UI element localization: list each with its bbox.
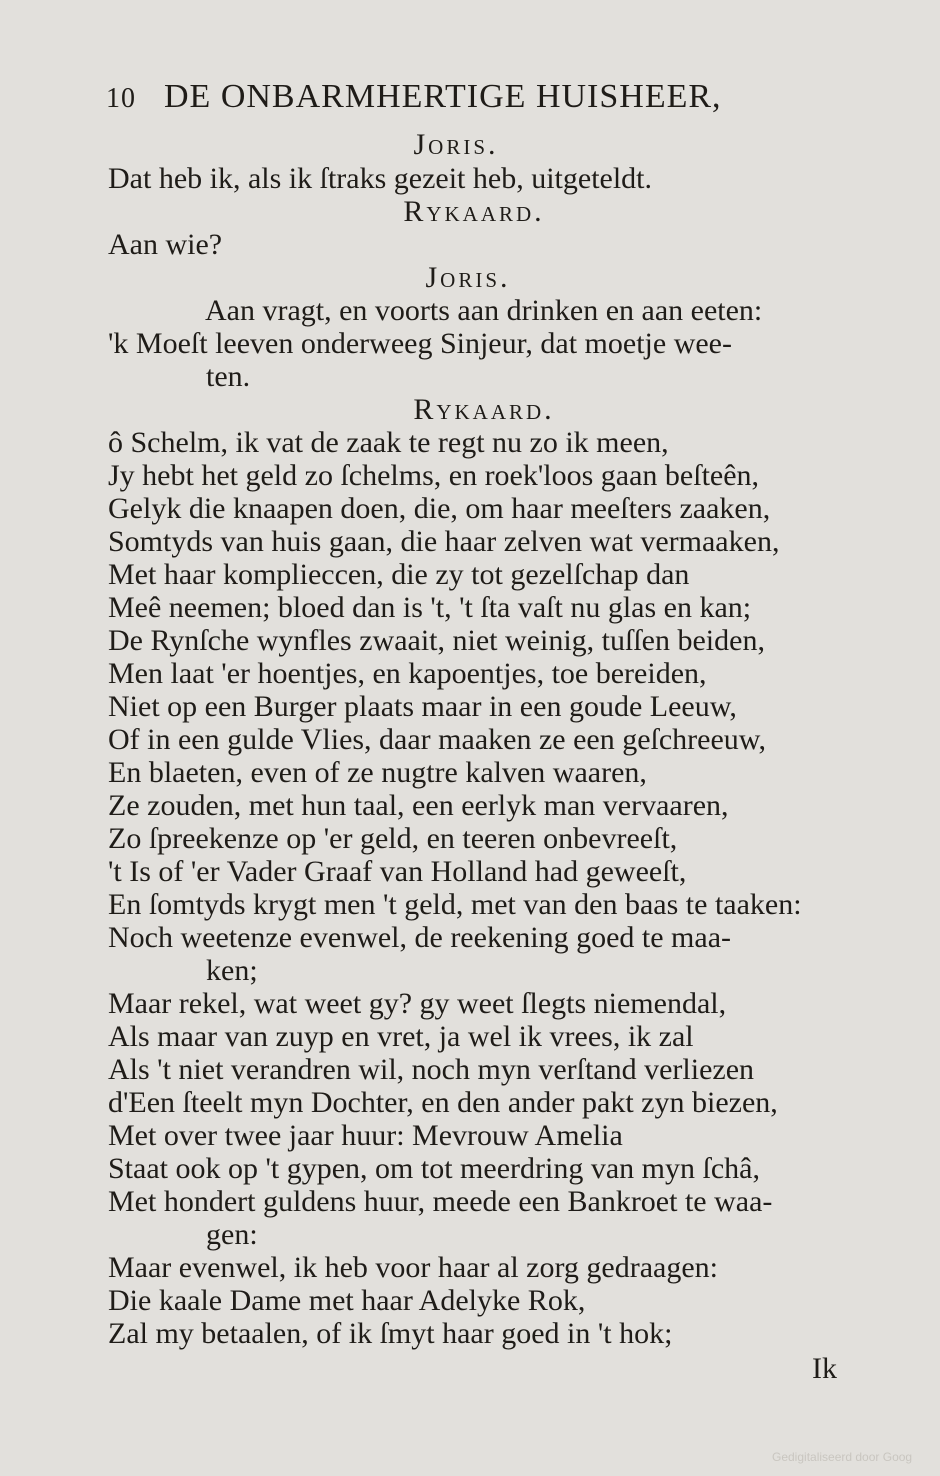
verse-line: Maar rekel, wat weet gy? gy weet ſlegts niemendal, bbox=[108, 987, 727, 1020]
page-number: 10 bbox=[106, 83, 136, 114]
verse-line: Als 't niet verandren wil, noch myn verſtand verliezen bbox=[108, 1053, 755, 1086]
verse-line: En ſomtyds krygt men 't geld, met van den baas te taaken: bbox=[108, 888, 802, 921]
speaker-heading: Rykaard. bbox=[403, 195, 545, 228]
verse-line: Gelyk die knaapen doen, die, om haar meeſters zaaken, bbox=[108, 492, 771, 525]
verse-line: Jy hebt het geld zo ſchelms, en roek'loos gaan beſteên, bbox=[108, 459, 760, 492]
verse-line: Somtyds van huis gaan, die haar zelven wat vermaaken, bbox=[108, 525, 780, 558]
verse-line: Dat heb ik, als ik ſtraks gezeit heb, uitgeteldt. bbox=[108, 162, 653, 195]
verse-line: d'Een ſteelt myn Dochter, en den ander pakt zyn biezen, bbox=[108, 1086, 778, 1119]
verse-line: 'k Moeſt leeven onderweeg Sinjeur, dat moetje wee- bbox=[108, 327, 732, 360]
verse-line: Zal my betaalen, of ik ſmyt haar goed in 't hok; bbox=[108, 1317, 673, 1350]
speaker-heading: Joris. bbox=[413, 128, 499, 161]
verse-line: Zo ſpreekenze op 'er geld, en teeren onbevreeſt, bbox=[108, 822, 678, 855]
running-title: DE ONBARMHERTIGE HUISHEER, bbox=[164, 78, 722, 115]
verse-line: ô Schelm, ik vat de zaak te regt nu zo ik meen, bbox=[108, 426, 669, 459]
verse-line: Aan wie? bbox=[108, 228, 223, 261]
verse-line: Of in een gulde Vlies, daar maaken ze een geſchreeuw, bbox=[108, 723, 767, 756]
verse-line: Met haar komplieccen, die zy tot gezelſchap dan bbox=[108, 558, 690, 591]
verse-line: ten. bbox=[206, 360, 251, 393]
verse-line: Men laat 'er hoentjes, en kapoentjes, toe bereiden, bbox=[108, 657, 707, 690]
verse-line: Noch weetenze evenwel, de reekening goed te maa- bbox=[108, 921, 732, 954]
verse-line: Ze zouden, met hun taal, een eerlyk man vervaaren, bbox=[108, 789, 729, 822]
digitization-watermark: Gedigitaliseerd door Goog bbox=[772, 1450, 913, 1464]
verse-line: Niet op een Burger plaats maar in een goude Leeuw, bbox=[108, 690, 737, 723]
catchword: Ik bbox=[812, 1352, 837, 1385]
verse-line: De Rynſche wynfles zwaait, niet weinig, tuſſen beiden, bbox=[108, 624, 765, 657]
verse-line: gen: bbox=[206, 1218, 258, 1251]
verse-line: ken; bbox=[206, 954, 258, 987]
speaker-heading: Joris. bbox=[425, 261, 511, 294]
verse-line: Als maar van zuyp en vret, ja wel ik vrees, ik zal bbox=[108, 1020, 694, 1053]
speaker-heading: Rykaard. bbox=[413, 393, 555, 426]
verse-line: Met over twee jaar huur: Mevrouw Amelia bbox=[108, 1119, 623, 1152]
verse-line: En blaeten, even of ze nugtre kalven waaren, bbox=[108, 756, 647, 789]
running-header bbox=[106, 78, 806, 122]
verse-line: Meê neemen; bloed dan is 't, 't ſta vaſt nu glas en kan; bbox=[108, 591, 752, 624]
verse-line: 't Is of 'er Vader Graaf van Holland had geweeſt, bbox=[108, 855, 687, 888]
verse-line: Aan vragt, en voorts aan drinken en aan eeten: bbox=[205, 294, 763, 327]
verse-line: Met hondert guldens huur, meede een Bankroet te waa- bbox=[108, 1185, 773, 1218]
verse-line: Staat ook op 't gypen, om tot meerdring van myn ſchâ, bbox=[108, 1152, 760, 1185]
verse-line: Die kaale Dame met haar Adelyke Rok, bbox=[108, 1284, 586, 1317]
verse-line: Maar evenwel, ik heb voor haar al zorg gedraagen: bbox=[108, 1251, 719, 1284]
